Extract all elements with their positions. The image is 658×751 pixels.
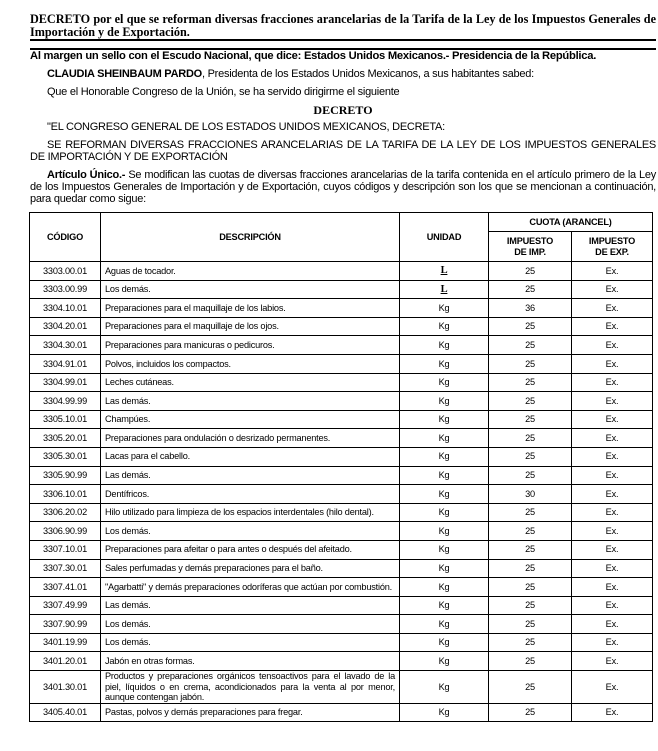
cell-unit: Kg <box>400 578 489 597</box>
cell-code: 3401.20.01 <box>30 652 101 671</box>
table-row <box>30 317 653 336</box>
cell-export-tax: Ex. <box>572 317 653 336</box>
cell-import-tax: 25 <box>489 652 572 671</box>
cell-import-tax: 25 <box>489 559 572 578</box>
cell-code: 3304.91.01 <box>30 354 101 373</box>
header-quota: CUOTA (ARANCEL) <box>489 213 653 232</box>
table-row <box>30 299 653 318</box>
cell-code: 3304.20.01 <box>30 317 101 336</box>
cell-code: 3307.30.01 <box>30 559 101 578</box>
cell-export-tax: Ex. <box>572 354 653 373</box>
header-export-tax <box>572 232 653 262</box>
cell-unit: Kg <box>400 410 489 429</box>
cell-description: Preparaciones para afeitar o para antes o después del afeitado. <box>101 540 400 559</box>
article-text: Se modifican las cuotas de diversas fracciones arancelarias de la tarifa contenida en el artículo primero de la Ley de los Impuestos Generales de Importación y de Exportación, cuyos códigos y descripción son los que se mencionan a continuación, para quedar como sigue: <box>30 169 657 205</box>
cell-export-tax: Ex. <box>572 596 653 615</box>
cell-export-tax: Ex. <box>572 299 653 318</box>
cell-export-tax: Ex. <box>572 392 653 411</box>
cell-description: Preparaciones para el maquillaje de los ojos. <box>101 317 400 336</box>
header-unit: UNIDAD <box>400 213 489 262</box>
congress-line: Que el Honorable Congreso de la Unión, se ha servido dirigirme el siguiente <box>47 86 400 98</box>
cell-code: 3304.99.99 <box>30 392 101 411</box>
cell-import-tax: 25 <box>489 578 572 597</box>
cell-description: Aguas de tocador. <box>101 262 400 281</box>
header-description: DESCRIPCIÓN <box>101 213 400 262</box>
cell-import-tax: 25 <box>489 633 572 652</box>
article-paragraph <box>30 169 656 205</box>
cell-import-tax: 25 <box>489 429 572 448</box>
table-row <box>30 596 653 615</box>
cell-import-tax: 25 <box>489 280 572 299</box>
cell-code: 3303.00.99 <box>30 280 101 299</box>
cell-description: Los demás. <box>101 615 400 634</box>
cell-code: 3305.20.01 <box>30 429 101 448</box>
cell-description: Preparaciones para el maquillaje de los labios. <box>101 299 400 318</box>
cell-unit: Kg <box>400 336 489 355</box>
cell-export-tax: Ex. <box>572 485 653 504</box>
decree-opening: "EL CONGRESO GENERAL DE LOS ESTADOS UNIDOS MEXICANOS, DECRETA: <box>47 121 445 133</box>
cell-import-tax: 25 <box>489 466 572 485</box>
table-row <box>30 466 653 485</box>
header-code: CÓDIGO <box>30 213 101 262</box>
cell-description: Jabón en otras formas. <box>101 652 400 671</box>
table-row <box>30 354 653 373</box>
table-row <box>30 578 653 597</box>
cell-export-tax: Ex. <box>572 652 653 671</box>
cell-export-tax: Ex. <box>572 429 653 448</box>
cell-export-tax: Ex. <box>572 703 653 722</box>
table-row <box>30 262 653 281</box>
cell-code: 3305.90.99 <box>30 466 101 485</box>
cell-import-tax: 25 <box>489 596 572 615</box>
cell-unit: Kg <box>400 596 489 615</box>
cell-description: Dentífricos. <box>101 485 400 504</box>
cell-unit: Kg <box>400 633 489 652</box>
cell-unit: Kg <box>400 392 489 411</box>
table-row <box>30 373 653 392</box>
cell-import-tax: 25 <box>489 615 572 634</box>
tariff-table <box>29 212 653 722</box>
table-row <box>30 485 653 504</box>
cell-description: Lacas para el cabello. <box>101 447 400 466</box>
header-export-tax-label: IMPUESTO DE EXP. <box>588 235 636 257</box>
cell-description: Polvos, incluidos los compactos. <box>101 354 400 373</box>
cell-code: 3305.30.01 <box>30 447 101 466</box>
cell-unit: Kg <box>400 466 489 485</box>
cell-description: Productos y preparaciones orgánicos tensoactivos para el lavado de la piel, líquidos o en crema, acondicionados para la venta al por menor, aunque contengan jabón. <box>101 671 400 704</box>
cell-description: Los demás. <box>101 522 400 541</box>
title-underline <box>30 39 656 41</box>
cell-unit: Kg <box>400 671 489 704</box>
cell-export-tax: Ex. <box>572 410 653 429</box>
cell-description: Leches cutáneas. <box>101 373 400 392</box>
table-row <box>30 671 653 704</box>
cell-export-tax: Ex. <box>572 633 653 652</box>
reform-heading: SE REFORMAN DIVERSAS FRACCIONES ARANCELARIAS DE LA TARIFA DE LA LEY DE LOS IMPUESTOS GENERALES DE IMPORTACIÓN Y DE EXPORTACIÓN <box>30 139 656 163</box>
cell-code: 3306.20.02 <box>30 503 101 522</box>
cell-export-tax: Ex. <box>572 466 653 485</box>
header-import-tax <box>489 232 572 262</box>
cell-description: Preparaciones para ondulación o desrizado permanentes. <box>101 429 400 448</box>
cell-unit: Kg <box>400 354 489 373</box>
cell-description: Las demás. <box>101 392 400 411</box>
cell-code: 3401.19.99 <box>30 633 101 652</box>
article-label: Artículo Único.- <box>47 169 126 181</box>
cell-unit <box>400 262 489 281</box>
cell-code: 3307.49.99 <box>30 596 101 615</box>
unit-liter: L <box>440 283 448 295</box>
header-import-tax-label: IMPUESTO DE IMP. <box>506 235 554 257</box>
cell-code: 3304.10.01 <box>30 299 101 318</box>
cell-export-tax: Ex. <box>572 336 653 355</box>
table-row <box>30 392 653 411</box>
unit-liter: L <box>440 265 448 277</box>
cell-export-tax: Ex. <box>572 540 653 559</box>
cell-description: Las demás. <box>101 466 400 485</box>
table-row <box>30 633 653 652</box>
cell-code: 3303.00.01 <box>30 262 101 281</box>
cell-code: 3307.90.99 <box>30 615 101 634</box>
cell-description: Preparaciones para manicuras o pedicuros. <box>101 336 400 355</box>
decree-heading: DECRETO <box>313 103 373 117</box>
table-row <box>30 522 653 541</box>
cell-export-tax: Ex. <box>572 447 653 466</box>
cell-code: 3401.30.01 <box>30 671 101 704</box>
cell-unit: Kg <box>400 615 489 634</box>
cell-code: 3306.10.01 <box>30 485 101 504</box>
cell-export-tax: Ex. <box>572 262 653 281</box>
table-row <box>30 280 653 299</box>
cell-code: 3304.30.01 <box>30 336 101 355</box>
table-row <box>30 703 653 722</box>
cell-code: 3306.90.99 <box>30 522 101 541</box>
cell-export-tax: Ex. <box>572 373 653 392</box>
cell-unit: Kg <box>400 429 489 448</box>
president-name: CLAUDIA SHEINBAUM PARDO <box>47 68 202 80</box>
cell-unit: Kg <box>400 503 489 522</box>
cell-export-tax: Ex. <box>572 503 653 522</box>
cell-unit: Kg <box>400 485 489 504</box>
cell-export-tax: Ex. <box>572 615 653 634</box>
cell-description: Pastas, polvos y demás preparaciones para fregar. <box>101 703 400 722</box>
cell-description: Los demás. <box>101 280 400 299</box>
cell-export-tax: Ex. <box>572 522 653 541</box>
cell-description: Las demás. <box>101 596 400 615</box>
table-row <box>30 615 653 634</box>
cell-unit: Kg <box>400 522 489 541</box>
cell-unit: Kg <box>400 652 489 671</box>
cell-unit: Kg <box>400 317 489 336</box>
cell-description: "Agarbatti" y demás preparaciones odoríferas que actúan por combustión. <box>101 578 400 597</box>
table-row <box>30 447 653 466</box>
table-row <box>30 559 653 578</box>
cell-unit: Kg <box>400 299 489 318</box>
document-title: DECRETO por el que se reforman diversas fracciones arancelarias de la Tarifa de la Ley de los Impuestos Generales de Importación y de Exportación. <box>30 12 656 39</box>
cell-description: Champúes. <box>101 410 400 429</box>
cell-import-tax: 30 <box>489 485 572 504</box>
cell-unit: Kg <box>400 447 489 466</box>
table-row <box>30 336 653 355</box>
cell-import-tax: 25 <box>489 540 572 559</box>
cell-unit: Kg <box>400 559 489 578</box>
cell-import-tax: 25 <box>489 317 572 336</box>
cell-import-tax: 25 <box>489 336 572 355</box>
cell-import-tax: 25 <box>489 262 572 281</box>
cell-import-tax: 25 <box>489 703 572 722</box>
cell-unit: Kg <box>400 703 489 722</box>
cell-import-tax: 36 <box>489 299 572 318</box>
tariff-table-body <box>30 262 653 722</box>
cell-code: 3304.99.01 <box>30 373 101 392</box>
cell-import-tax: 25 <box>489 354 572 373</box>
cell-code: 3307.10.01 <box>30 540 101 559</box>
table-row <box>30 540 653 559</box>
table-row <box>30 429 653 448</box>
cell-import-tax: 25 <box>489 410 572 429</box>
table-row <box>30 652 653 671</box>
cell-code: 3405.40.01 <box>30 703 101 722</box>
cell-import-tax: 25 <box>489 392 572 411</box>
cell-description: Hilo utilizado para limpieza de los espacios interdentales (hilo dental). <box>101 503 400 522</box>
cell-export-tax: Ex. <box>572 578 653 597</box>
president-line <box>30 68 656 80</box>
cell-export-tax: Ex. <box>572 280 653 299</box>
cell-unit: Kg <box>400 373 489 392</box>
cell-import-tax: 25 <box>489 447 572 466</box>
cell-description: Los demás. <box>101 633 400 652</box>
cell-import-tax: 25 <box>489 503 572 522</box>
table-row <box>30 503 653 522</box>
cell-export-tax: Ex. <box>572 671 653 704</box>
cell-unit: Kg <box>400 540 489 559</box>
cell-code: 3305.10.01 <box>30 410 101 429</box>
cell-import-tax: 25 <box>489 373 572 392</box>
cell-description: Sales perfumadas y demás preparaciones para el baño. <box>101 559 400 578</box>
table-row <box>30 410 653 429</box>
president-rest: , Presidenta de los Estados Unidos Mexicanos, a sus habitantes sabed: <box>201 68 534 80</box>
cell-export-tax: Ex. <box>572 559 653 578</box>
seal-line: Al margen un sello con el Escudo Nacional, que dice: Estados Unidos Mexicanos.- Presidencia de la República. <box>30 50 597 62</box>
cell-code: 3307.41.01 <box>30 578 101 597</box>
cell-unit <box>400 280 489 299</box>
cell-import-tax: 25 <box>489 671 572 704</box>
cell-import-tax: 25 <box>489 522 572 541</box>
